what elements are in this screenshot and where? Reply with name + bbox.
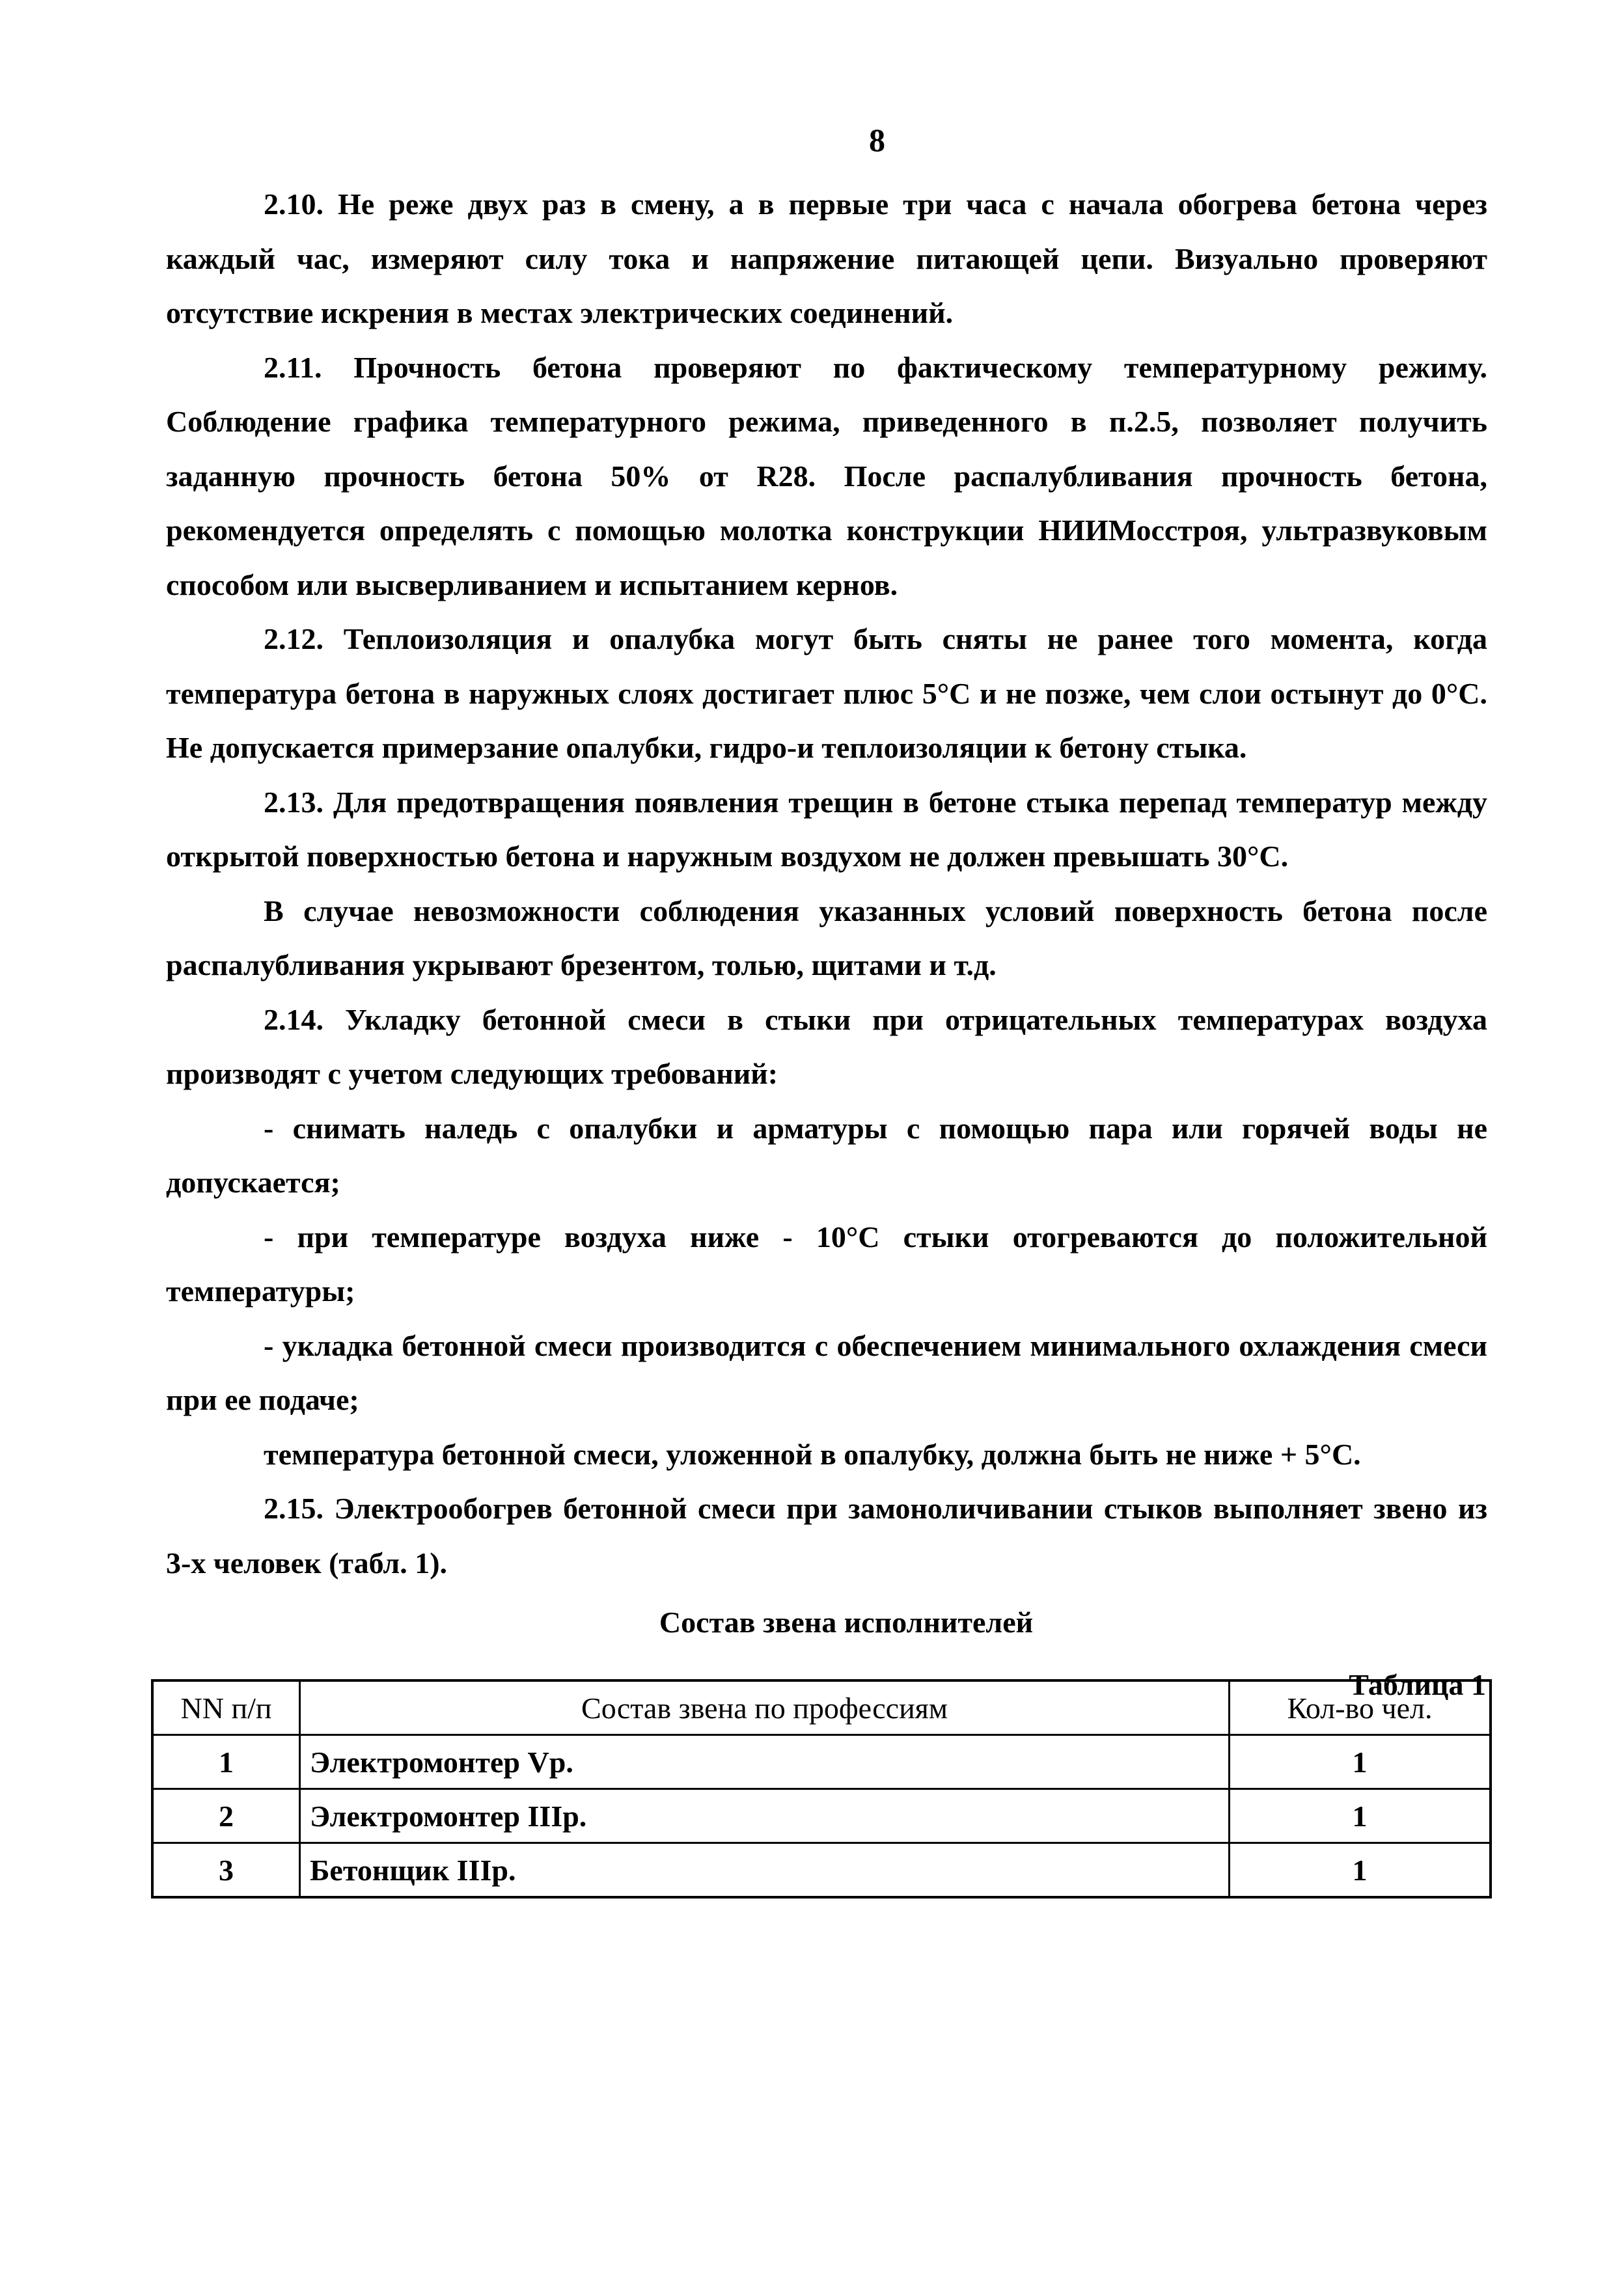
paragraph-2-13-note: В случае невозможности соблюдения указанных условий поверхность бетона после распалубливания укрывают брезентом, толью, щитами и т.д. — [166, 894, 1487, 981]
row-count: 1 — [1230, 1789, 1491, 1843]
requirement-item-2: - при температуре воздуха ниже - 10°С стыки отогреваются до положительной температуры; — [166, 1220, 1487, 1308]
header-profession: Состав звена по профессиям — [300, 1680, 1230, 1735]
paragraph-2-15: 2.15. Электрообогрев бетонной смеси при замоноличивании стыков выполняет звено из 3-х человек (табл. 1). — [166, 1492, 1487, 1580]
page-number: 8 — [869, 122, 885, 158]
requirement-item-4: температура бетонной смеси, уложенной в опалубку, должна быть не ниже + 5°С. — [264, 1437, 1361, 1471]
table-header-row — [152, 1680, 1491, 1735]
row-profession: Электромонтер IIIр. — [300, 1789, 1230, 1843]
row-number: 1 — [152, 1735, 300, 1789]
paragraph-2-11: 2.11. Прочность бетона проверяют по фактическому температурному режиму. Соблюдение графика температурного режима, приведенного в п.2.5, позволяет получить заданную прочность бетона 50% от R28. После распалубливания прочность бетона, рекомендуется определять с помощью молотка конструкции НИИМосстроя, ультразвуковым способом или высверливанием и испытанием кернов. — [166, 350, 1487, 601]
requirement-item-1: - снимать наледь с опалубки и арматуры с помощью пара или горячей воды не допускается; — [166, 1111, 1487, 1199]
row-profession: Бетонщик IIIр. — [300, 1843, 1230, 1898]
row-number: 3 — [152, 1843, 300, 1898]
paragraph-2-10: 2.10. Не реже двух раз в смену, а в первые три часа с начала обогрева бетона через каждый час, измеряют силу тока и напряжение питающей цепи. Визуально проверяют отсутствие искрения в местах электрических соединений. — [166, 187, 1487, 329]
table-label: Таблица 1 — [1349, 1667, 1486, 1701]
table-row — [152, 1843, 1491, 1898]
paragraph-2-14: 2.14. Укладку бетонной смеси в стыки при отрицательных температурах воздуха производят с учетом следующих требований: — [166, 1002, 1487, 1090]
table-row — [152, 1789, 1491, 1843]
row-profession: Электромонтер Vр. — [300, 1735, 1230, 1789]
paragraph-2-13: 2.13. Для предотвращения появления трещин в бетоне стыка перепад температур между открытой поверхностью бетона и наружным воздухом не должен превышать 30°С. — [166, 785, 1487, 873]
requirement-item-3: - укладка бетонной смеси производится с обеспечением минимального охлаждения смеси при ее подаче; — [166, 1328, 1487, 1416]
header-number: NN п/п — [152, 1680, 300, 1735]
crew-table — [151, 1679, 1492, 1898]
table-row — [152, 1735, 1491, 1789]
row-count: 1 — [1230, 1735, 1491, 1789]
body-text — [166, 177, 1487, 1712]
row-number: 2 — [152, 1789, 300, 1843]
paragraph-2-12: 2.12. Теплоизоляция и опалубка могут быть сняты не ранее того момента, когда температура бетона в наружных слоях достигает плюс 5°С и не позже, чем слои остынут до 0°С. Не допускается примерзание опалубки, гидро-и теплоизоляции к бетону стыка. — [166, 622, 1487, 764]
row-count: 1 — [1230, 1843, 1491, 1898]
header-count: Кол-во чел. — [1230, 1680, 1491, 1735]
table-caption: Состав звена исполнителей — [659, 1606, 1034, 1639]
